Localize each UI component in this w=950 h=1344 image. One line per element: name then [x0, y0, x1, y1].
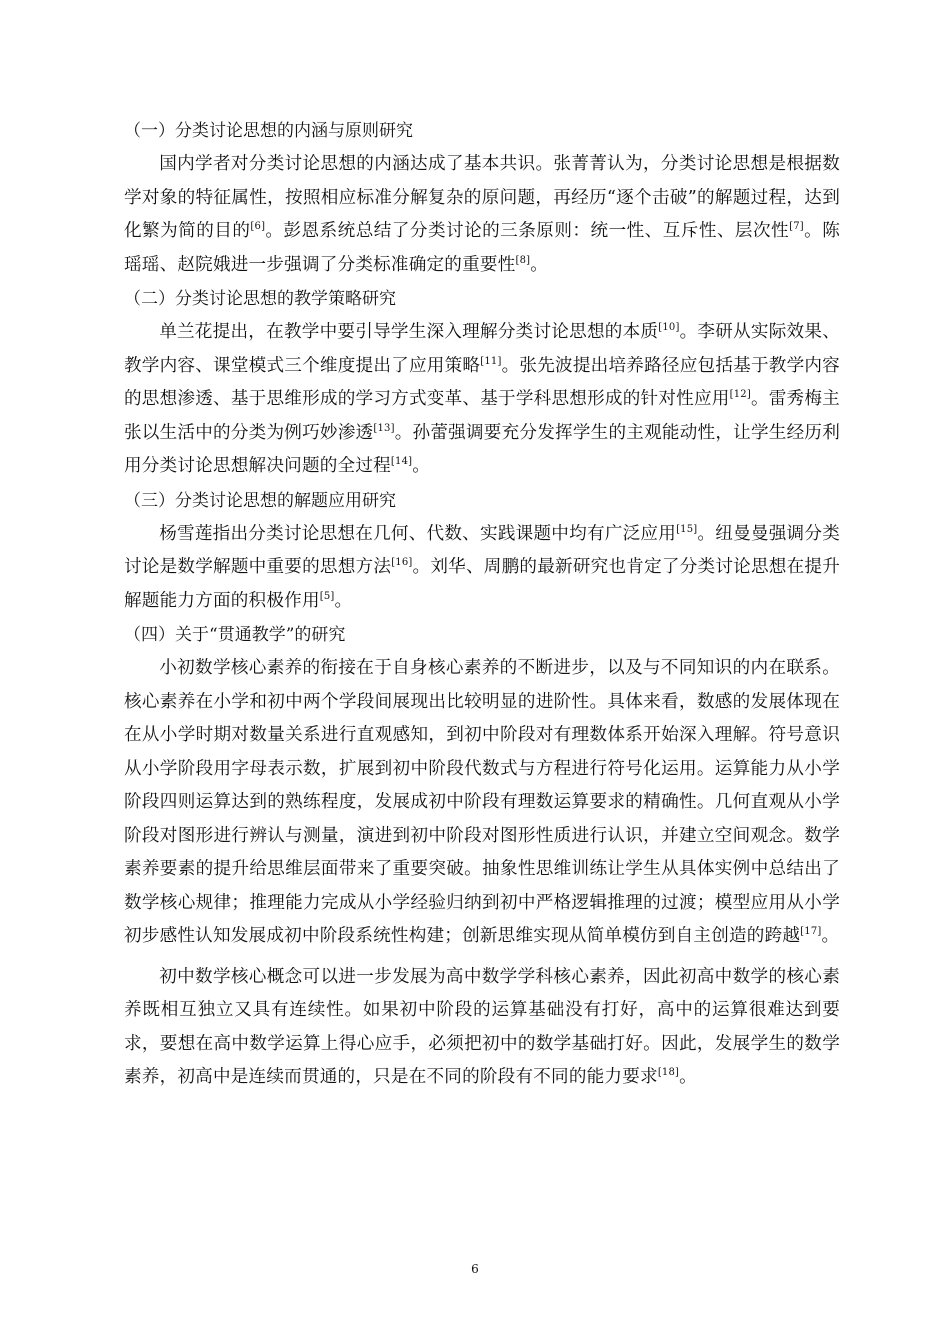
- page-content: [124, 114, 840, 1095]
- text-run: 。: [412, 456, 431, 476]
- text-run: 。: [821, 926, 840, 946]
- section-heading-3: （三）分类讨论思想的解题应用研究: [124, 490, 396, 511]
- citation-ref: [12]: [729, 389, 751, 401]
- text-run: 。张先波提出培养路径应包括基于教学内容的思想渗透、基于思维形成的学习方式变革、基于学科思想形成的针对性应用: [124, 355, 840, 409]
- citation-ref: [6]: [250, 221, 266, 233]
- text-run: 。李研从实际效果、教学内容、课堂模式三个维度提出了应用策略: [124, 322, 840, 376]
- citation-ref: [7]: [789, 221, 804, 233]
- section-heading-1: （一）分类讨论思想的内涵与原则研究: [124, 121, 413, 141]
- text-run: 小初数学核心素养的衔接在于自身核心素养的不断进步，以及与不同知识的内在联系。核心素养在小学和初中两个学段间展现出比较明显的进阶性。具体来看，数感的发展体现在在从小学时期对数量关系进行直观感知，到初中阶段对有理数体系开始深入理解。符号意识从小学阶段用字母表示数，扩展到初中阶段代数式与方程进行符号化运用。运算能力从小学阶段四则运算达到的熟练程度，发展成初中阶段有理数运算要求的精确性。几何直观从小学阶段对图形进行辨认与测量，演进到初中阶段对图形性质进行认识，并建立空间观念。数学素养要素的提升给思维层面带来了重要突破。抽象性思维训练让学生从具体实例中总结出了数学核心规律；推理能力完成从小学经验归纳到初中严格逻辑推理的过渡；模型应用从小学初步感性认知发展成初中阶段系统性构建；创新思维实现从简单模仿到自主创造的跨越: [124, 658, 840, 946]
- paragraph-1: [124, 148, 840, 282]
- text-run: 国内学者对分类讨论思想的内涵达成了基本共识。张菁菁认为，分类讨论思想是根据数学对象的特征属性，按照相应标准分解复杂的原问题，再经历“逐个击破”的解题过程，达到化繁为简的目的: [124, 154, 840, 241]
- text-run: 。纽曼曼强调分类讨论是数学解题中重要的思想方法: [124, 523, 840, 577]
- text-run: 。孙蕾强调要充分发挥学生的主观能动性，让学生经历利用分类讨论思想解决问题的全过程: [124, 422, 840, 476]
- text-run: 。刘华、周鹏的最新研究也肯定了分类讨论思想在提升解题能力方面的积极作用: [124, 557, 840, 611]
- text-run: 杨雪莲指出分类讨论思想在几何、代数、实践课题中均有广泛应用: [159, 523, 677, 544]
- page-number: 6: [471, 1262, 479, 1276]
- text-run: 。雷秀梅主张以生活中的分类为例巧妙渗透: [124, 389, 840, 443]
- citation-ref: [13]: [373, 422, 395, 434]
- citation-ref: [11]: [480, 355, 502, 367]
- citation-ref: [17]: [800, 926, 822, 938]
- text-run: 。: [334, 590, 353, 611]
- paragraph-5: [124, 961, 840, 1095]
- citation-ref: [18]: [657, 1067, 680, 1079]
- text-run: 。: [679, 1067, 697, 1087]
- citation-ref: [15]: [676, 523, 698, 535]
- citation-ref: [5]: [319, 590, 335, 602]
- section-heading-4: （四）关于“贯通教学”的研究: [124, 625, 346, 645]
- section-heading-2: （二）分类讨论思想的教学策略研究: [124, 289, 396, 309]
- text-run: 。: [530, 254, 549, 275]
- text-run: 单兰花提出，在教学中要引导学生深入理解分类讨论思想的本质: [159, 322, 659, 342]
- text-run: 初中数学核心概念可以进一步发展为高中数学学科核心素养，因此初高中数学的核心素养既相互独立又具有连续性。如果初中阶段的运算基础没有打好，高中的运算很难达到要求，要想在高中数学运算上得心应手，必须把初中的数学基础打好。因此，发展学生的数学素养，初高中是连续而贯通的，只是在不同的阶段有不同的能力要求: [124, 966, 840, 1087]
- citation-ref: [14]: [390, 456, 413, 468]
- paragraph-4: [124, 652, 840, 954]
- citation-ref: [10]: [658, 322, 680, 334]
- text-run: 。彭恩系统总结了分类讨论的三条原则：统一性、互斥性、层次性: [265, 221, 790, 241]
- citation-ref: [8]: [515, 254, 531, 266]
- paragraph-2: [124, 316, 840, 484]
- text-run: 。陈瑶瑶、赵院娥进一步强调了分类标准确定的重要性: [124, 221, 840, 275]
- citation-ref: [16]: [391, 557, 413, 569]
- paragraph-3: [124, 518, 840, 619]
